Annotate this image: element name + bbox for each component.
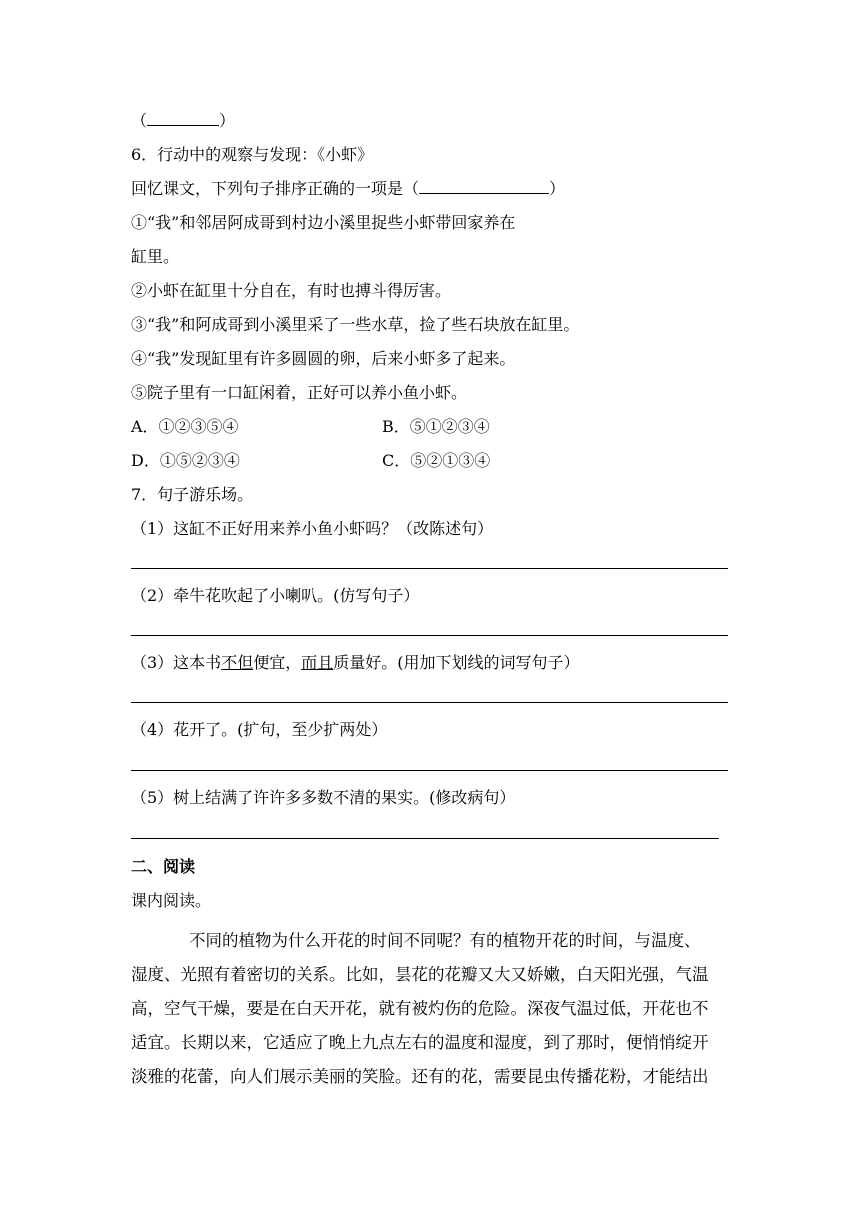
answer-line-3[interactable] [131, 702, 728, 703]
passage-line: 淡雅的花蕾，向人们展示美丽的笑脸。还有的花，需要昆虫传播花粉，才能结出 [131, 1067, 709, 1086]
passage-line: 湿度、光照有着密切的关系。比如，昙花的花瓣又大又娇嫩，白天阳光强，气温 [131, 965, 709, 984]
passage-line: 不同的植物为什么开花的时间不同呢？有的植物开花的时间，与温度、 [189, 931, 701, 950]
section-title: 二、阅读 [131, 857, 196, 876]
sentence-1: ①“我”和邻居阿成哥到村边小溪里捉些小虾带回家养在 [131, 213, 516, 232]
passage-line: 适宜。长期以来，它适应了晚上九点左右的温度和湿度，到了那时，便悄悄绽开 [131, 1033, 709, 1052]
answer-line-5[interactable] [131, 838, 719, 839]
answer-line-2[interactable] [131, 635, 728, 636]
sentence-3: ③“我”和阿成哥到小溪里采了一些水草，捡了些石块放在缸里。 [131, 315, 580, 334]
passage-line: 高，空气干燥，要是在白天开花，就有被灼伤的危险。深夜气温过低，开花也不 [131, 999, 709, 1018]
option-c[interactable]: C．⑤②①③④ [382, 451, 491, 470]
question-7-part-1: （1）这缸不正好用来养小鱼小虾吗？（改陈述句） [131, 519, 494, 538]
question-7-part-2: （2）牵牛花吹起了小喇叭。(仿写句子） [131, 586, 420, 605]
option-d[interactable]: D．①⑤②③④ [131, 451, 240, 470]
sentence-2: ②小虾在缸里十分自在，有时也搏斗得厉害。 [131, 281, 452, 300]
answer-blank[interactable] [419, 179, 549, 194]
option-a[interactable]: A．①②③⑤④ [131, 417, 239, 436]
answer-blank[interactable] [147, 111, 219, 126]
underlined-word: 而且 [301, 653, 334, 672]
sentence-4: ④“我”发现缸里有许多圆圆的卵，后来小虾多了起来。 [131, 349, 516, 368]
q5-answer-blank-line: （ ） [131, 111, 236, 130]
sentence-1-continued: 缸里。 [131, 247, 180, 266]
question-6-stem: 回忆课文，下列句子排序正确的一项是（ ） [131, 179, 566, 198]
question-6-title: 6．行动中的观察与发现：《小虾》 [131, 145, 374, 164]
question-7-part-5: （5）树上结满了许许多多数不清的果实。(修改病句） [131, 788, 516, 807]
question-7-part-4: （4）花开了。(扩句，至少扩两处） [131, 720, 388, 739]
answer-line-4[interactable] [131, 770, 728, 771]
sentence-5: ⑤院子里有一口缸闲着，正好可以养小鱼小虾。 [131, 383, 468, 402]
option-b[interactable]: B．⑤①②③④ [382, 417, 490, 436]
underlined-word: 不但 [221, 653, 254, 672]
question-7-part-3: （3）这本书不但便宜，而且质量好。(用加下划线的词写句子） [131, 653, 580, 672]
reading-subtitle: 课内阅读。 [131, 891, 212, 910]
answer-line-1[interactable] [131, 568, 728, 569]
question-7-title: 7．句子游乐场。 [131, 485, 254, 504]
